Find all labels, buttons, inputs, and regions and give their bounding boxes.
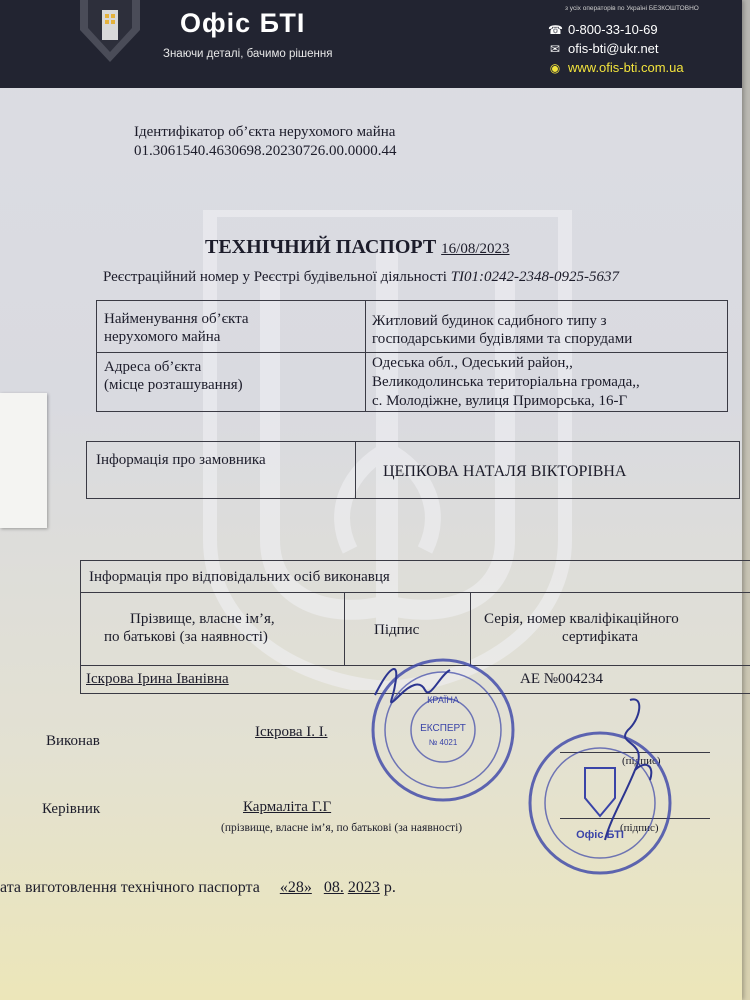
title-text: ТЕХНІЧНИЙ ПАСПОРТ xyxy=(205,236,437,258)
expert-signature-icon xyxy=(365,655,455,725)
free-call-note: з усіх операторів по Україні БЕЗКОШТОВНО xyxy=(565,5,699,12)
head-label: Керівник xyxy=(42,801,101,817)
customer-label: Інформація про замовника xyxy=(96,452,266,468)
globe-icon: ◉ xyxy=(549,60,561,75)
address-value-1: Одеська обл., Одеський район,, xyxy=(372,355,573,371)
col-cert-header-2: сертифіката xyxy=(562,629,638,645)
object-name-value-1: Житловий будинок садибного типу з xyxy=(372,313,607,329)
production-day: «28» xyxy=(279,879,312,896)
identifier-value: 01.3061540.4630698.20230726.00.0000.44 xyxy=(134,143,397,159)
signature-caption-1: (підпис) xyxy=(622,755,661,767)
responsible-header-divider xyxy=(80,592,750,593)
stamp-text-number: № 4021 xyxy=(428,738,458,747)
mail-icon: ✉ xyxy=(549,41,561,56)
company-logo-icon xyxy=(74,0,146,64)
email-contact[interactable] xyxy=(548,41,659,56)
object-table-divider xyxy=(365,300,366,411)
website-contact[interactable] xyxy=(548,60,684,75)
phone-number: 0-800-33-10-69 xyxy=(568,22,658,37)
responsible-certificate: АЕ №004234 xyxy=(520,671,604,687)
col-cert-header-1: Серія, номер кваліфікаційного xyxy=(484,611,679,627)
document-title xyxy=(205,236,510,259)
title-date: 16/08/2023 xyxy=(441,241,510,257)
col-sign-header: Підпис xyxy=(374,622,420,638)
col-name-header-1: Прізвище, власне ім’я, xyxy=(130,611,275,627)
signature-caption-2: (підпис) xyxy=(620,822,659,834)
address-value-2: Великодолинська територіальна громада,, xyxy=(372,374,640,390)
address-label-2: (місце розташування) xyxy=(104,377,243,393)
object-name-label-2: нерухомого майна xyxy=(104,329,221,345)
email-address: ofis-bti@ukr.net xyxy=(568,41,659,56)
executed-name: Іскрова І. І. xyxy=(255,724,328,740)
responsible-col-divider-1 xyxy=(344,593,345,665)
responsible-person-name: Іскрова Ірина Іванівна xyxy=(86,671,229,687)
brand-tagline: Знаючи деталі, бачимо рішення xyxy=(163,48,333,60)
phone-contact[interactable] xyxy=(548,22,658,37)
address-value-3: с. Молодіжне, вулиця Приморська, 16-Г xyxy=(372,393,628,409)
responsible-heading: Інформація про відповідальних осіб виконавця xyxy=(89,569,390,585)
head-signature-icon xyxy=(590,690,670,850)
object-name-label-1: Найменування об’єкта xyxy=(104,311,249,327)
object-name-value-2: господарськими будівлями та спорудами xyxy=(372,331,633,347)
brand-name: Офіс БТІ xyxy=(180,8,306,38)
col-name-header-2: по батькові (за наявності) xyxy=(104,629,268,645)
head-name: Кармаліта Г.Г xyxy=(243,799,332,815)
stamp-text-country: КРАЇНА xyxy=(427,695,459,705)
production-date-line xyxy=(0,879,396,897)
website-url: www.ofis-bti.com.ua xyxy=(568,60,684,75)
registration-line xyxy=(103,269,619,286)
customer-table-divider xyxy=(355,441,356,498)
name-caption: (прізвище, власне ім’я, по батькові (за наявності) xyxy=(221,822,463,834)
phone-icon: ☎ xyxy=(548,22,563,37)
company-header xyxy=(0,0,742,88)
paper-clip-tab xyxy=(0,393,47,528)
production-month: 08. xyxy=(323,879,344,896)
production-suffix: р. xyxy=(383,879,396,896)
registration-label: Реєстраційний номер у Реєстрі будівельної діяльності xyxy=(103,269,447,285)
company-stamp-text: Офіс БТІ xyxy=(576,829,624,841)
executed-label: Виконав xyxy=(46,733,100,749)
stamp-text-expert: ЕКСПЕРТ xyxy=(420,723,466,734)
production-date-label: ата виготовлення технічного паспорта xyxy=(0,879,260,896)
address-label-1: Адреса об’єкта xyxy=(104,359,202,375)
customer-name: ЦЕПКОВА НАТАЛЯ ВІКТОРІВНА xyxy=(383,463,627,480)
production-year: 2023 xyxy=(347,879,380,896)
object-table-row-divider xyxy=(96,352,727,353)
registration-number: ТІ01:0242-2348-0925-5637 xyxy=(450,269,620,285)
identifier-label: Ідентифікатор об’єкта нерухомого майна xyxy=(134,124,396,140)
